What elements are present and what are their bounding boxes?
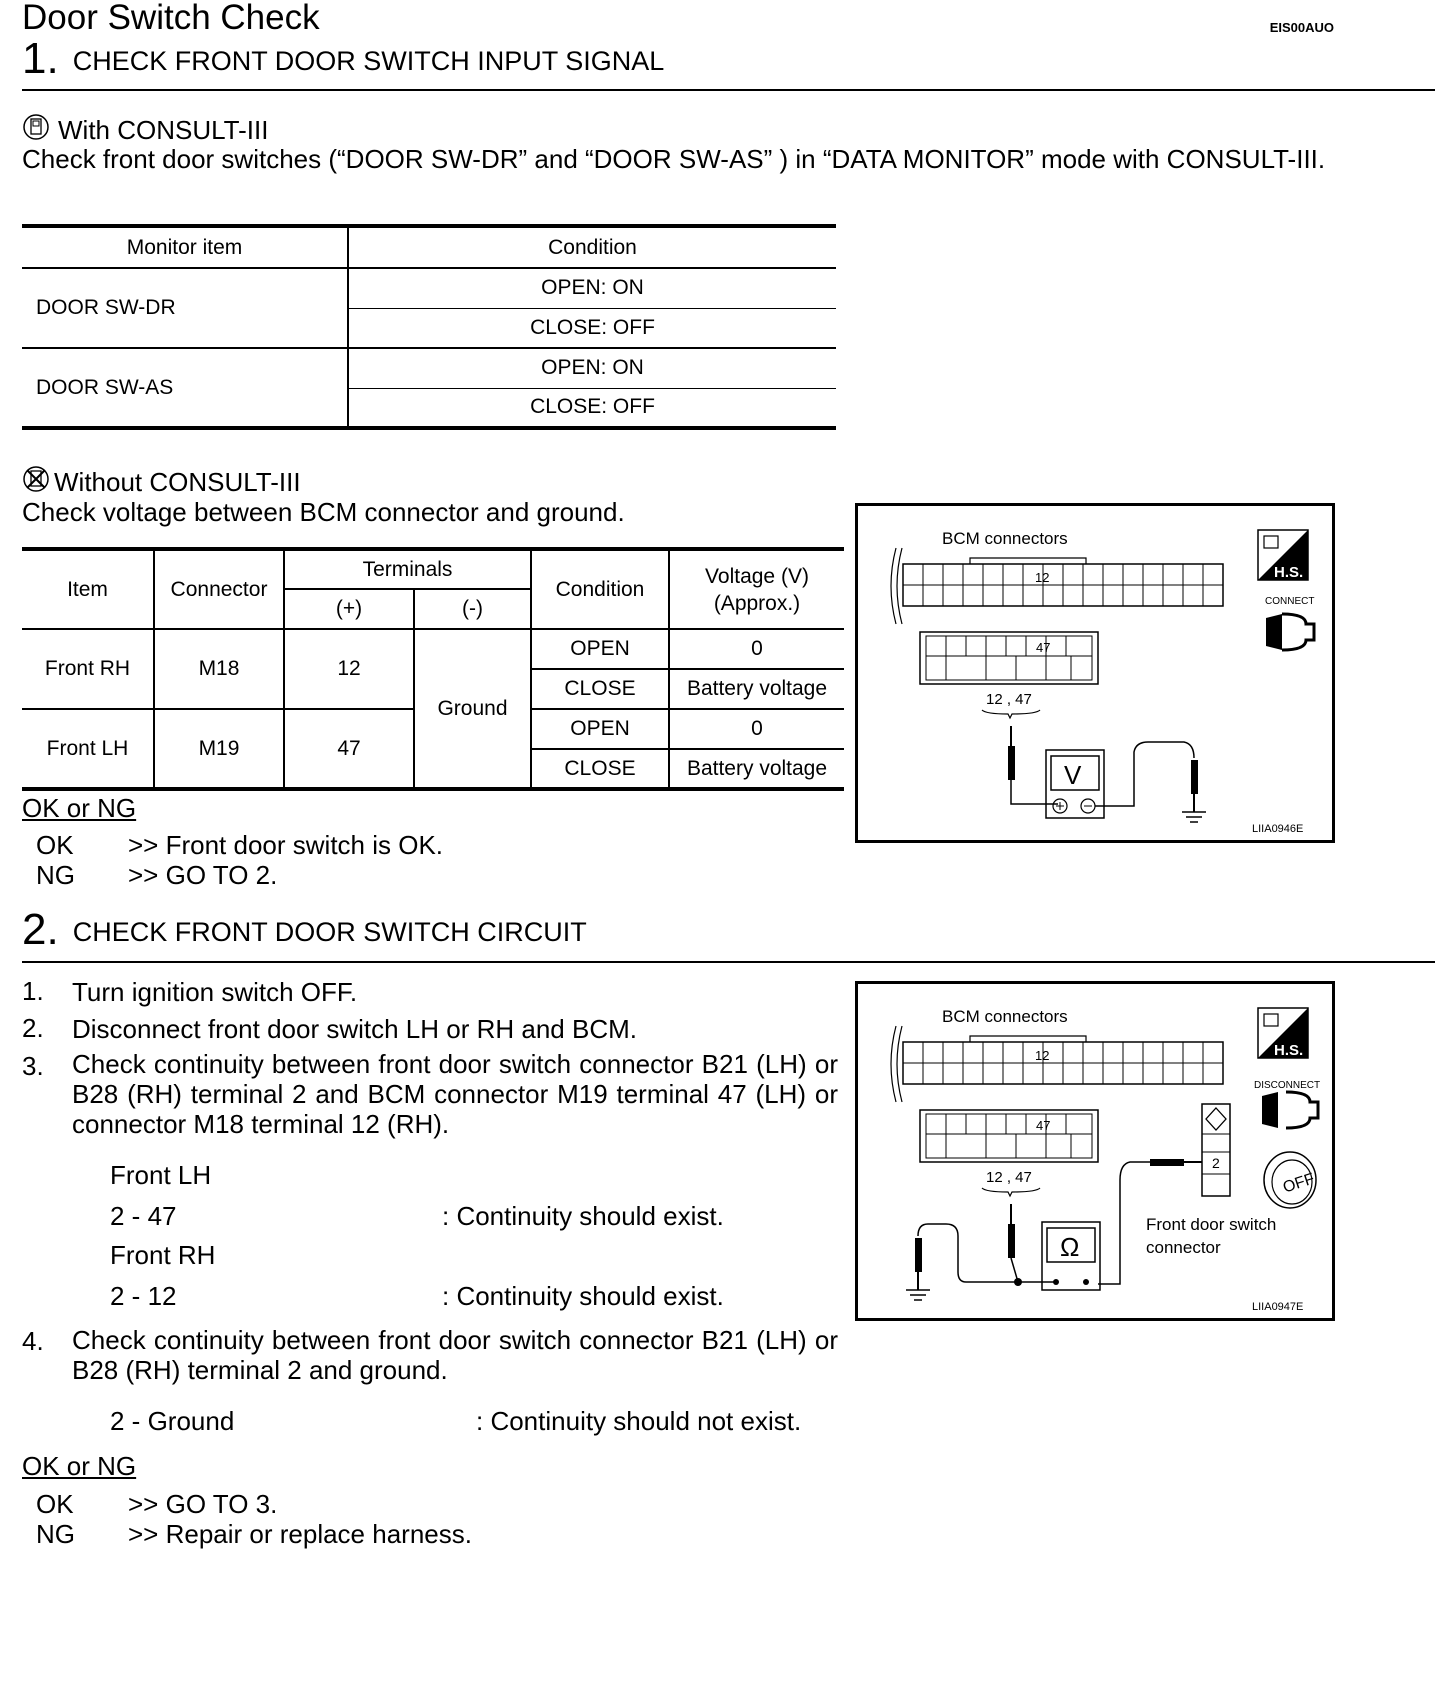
vt-conn-rh: M18 — [154, 629, 284, 709]
fig1-meter-symbol: V — [1064, 760, 1082, 790]
fig2-hs-label: H.S. — [1274, 1042, 1304, 1059]
result-text: >> Front door switch is OK. — [128, 830, 444, 860]
vt-cond: CLOSE — [531, 749, 669, 789]
fig2-disconnect-label: DISCONNECT — [1254, 1080, 1321, 1091]
step2-heading — [22, 905, 587, 955]
result-text: >> GO TO 2. — [128, 860, 278, 890]
vt-item-lh: Front LH — [22, 709, 154, 789]
list-number: 4. — [22, 1326, 44, 1356]
doc-code: EIS00AUO — [1269, 20, 1334, 35]
step1-heading — [22, 34, 664, 84]
monitor-cond: CLOSE: OFF — [348, 308, 836, 348]
fig1-pins-label: 12 , 47 — [986, 691, 1032, 708]
result-key: OK — [36, 830, 74, 860]
vt-volt: Battery voltage — [686, 756, 828, 780]
fig1-pin-47: 47 — [1036, 640, 1051, 655]
vt-header-voltage-1: Voltage (V) — [705, 564, 809, 588]
fig1-bcm-label: BCM connectors — [942, 529, 1068, 548]
spec-lh-label: Front LH — [110, 1160, 212, 1190]
fig2-switch-pin: 2 — [1212, 1155, 1220, 1171]
fig2-switch-label-2: connector — [1146, 1238, 1221, 1257]
fig2-bcm-label: BCM connectors — [942, 1007, 1068, 1026]
vt-header-item: Item — [22, 549, 154, 629]
spec-rh-label: Front RH — [110, 1240, 216, 1270]
fig2-code: LIIA0947E — [1252, 1301, 1304, 1313]
result-key: OK — [36, 1489, 74, 1519]
fig2-pins-label: 12 , 47 — [986, 1169, 1032, 1186]
vt-ground: Ground — [414, 629, 531, 789]
spec-lh-result: : Continuity should exist. — [442, 1201, 724, 1231]
spec-lh-pins: 2 - 47 — [110, 1201, 177, 1231]
monitor-header-item: Monitor item — [22, 226, 348, 268]
monitor-cond: OPEN: ON — [348, 268, 836, 308]
result-key: NG — [36, 860, 75, 890]
list-number: 3. — [22, 1051, 44, 1081]
vt-volt: Battery voltage — [669, 669, 844, 709]
fig1-code: LIIA0946E — [1252, 823, 1304, 835]
fig2-off-label: OFF — [1280, 1170, 1317, 1197]
monitor-cond: CLOSE: OFF — [530, 395, 655, 419]
vt-term-lh: 47 — [284, 709, 414, 789]
step1-rule — [22, 89, 1435, 91]
without-consult-text: Check voltage between BCM connector and ground. — [22, 497, 625, 527]
fig1-connect-label: CONNECT — [1265, 596, 1315, 607]
figure-continuity-diagram — [858, 984, 1332, 1318]
result-text: >> Repair or replace harness. — [128, 1519, 472, 1549]
list-text: Disconnect front door switch LH or RH and BCM. — [72, 1014, 637, 1044]
step2-ok-ng-label: OK or NG — [22, 1451, 137, 1481]
spec-rh-result: : Continuity should exist. — [442, 1281, 724, 1311]
step2-title: CHECK FRONT DOOR SWITCH CIRCUIT — [72, 917, 587, 947]
no-consult-icon — [22, 465, 50, 493]
monitor-cond: OPEN: ON — [348, 348, 836, 388]
list-text: Check continuity between front door switch connector B21 (LH) or B28 (RH) terminal 2 and ground. — [72, 1325, 838, 1385]
monitor-header-condition: Condition — [348, 226, 836, 268]
spec-gnd-pins: 2 - Ground — [110, 1406, 235, 1436]
list-number: 1. — [22, 976, 44, 1006]
vt-cond: CLOSE — [531, 669, 669, 709]
fig1-hs-label: H.S. — [1274, 564, 1304, 581]
result-key: NG — [36, 1519, 75, 1549]
result-text: >> GO TO 3. — [128, 1489, 278, 1519]
vt-cond: OPEN — [531, 709, 669, 749]
vt-header-terminals: Terminals — [284, 549, 531, 589]
figure-continuity-check — [855, 981, 1335, 1321]
vt-header-minus: (-) — [414, 589, 531, 629]
list-text: Turn ignition switch OFF. — [72, 977, 358, 1007]
vt-header-voltage-2: (Approx.) — [713, 591, 801, 615]
vt-conn-lh: M19 — [154, 709, 284, 789]
step2-rule — [22, 961, 1435, 963]
figure-voltage-diagram — [858, 506, 1332, 840]
fig1-pin-12: 12 — [1035, 570, 1050, 585]
without-consult-heading — [22, 465, 301, 498]
spec-rh-pins: 2 - 12 — [110, 1281, 177, 1311]
step2-number: 2. — [22, 905, 59, 954]
vt-volt: 0 — [669, 709, 844, 749]
vt-cond: OPEN — [531, 629, 669, 669]
spec-gnd-result: : Continuity should not exist. — [476, 1406, 802, 1436]
monitor-table — [22, 224, 836, 430]
monitor-item-dr: DOOR SW-DR — [22, 268, 348, 348]
step1-ok-ng-label: OK or NG — [22, 793, 137, 823]
monitor-item-as: DOOR SW-AS — [22, 348, 348, 428]
step1-title: CHECK FRONT DOOR SWITCH INPUT SIGNAL — [72, 46, 665, 76]
vt-header-condition: Condition — [531, 549, 669, 629]
fig2-pin-47: 47 — [1036, 1118, 1051, 1133]
list-text: Check continuity between front door switch connector B21 (LH) or B28 (RH) terminal 2 and BCM connector M19 terminal 47 (LH) or connector M18 terminal 12 (RH). — [72, 1049, 838, 1139]
fig2-meter-symbol: Ω — [1060, 1232, 1080, 1262]
with-consult-text: Check front door switches (“DOOR SW-DR” and “DOOR SW-AS” ) in “DATA MONITOR” mode with CONSULT-III. — [22, 144, 1326, 174]
vt-volt: 0 — [669, 629, 844, 669]
list-number: 2. — [22, 1013, 44, 1043]
fig2-pin-12: 12 — [1035, 1048, 1050, 1063]
vt-header-voltage — [669, 549, 844, 629]
consult-icon — [22, 113, 50, 141]
vt-item-rh: Front RH — [22, 629, 154, 709]
with-consult-label: With CONSULT-III — [58, 115, 269, 145]
vt-header-connector: Connector — [154, 549, 284, 629]
voltage-table — [22, 547, 844, 791]
with-consult-heading — [22, 113, 268, 146]
vt-term-rh: 12 — [284, 629, 414, 709]
vt-header-plus: (+) — [284, 589, 414, 629]
fig2-switch-label-1: Front door switch — [1146, 1215, 1277, 1234]
figure-voltage-check — [855, 503, 1335, 843]
page-title: Door Switch Check — [22, 0, 320, 37]
step1-number: 1. — [22, 34, 59, 83]
without-consult-label: Without CONSULT-III — [54, 467, 301, 497]
